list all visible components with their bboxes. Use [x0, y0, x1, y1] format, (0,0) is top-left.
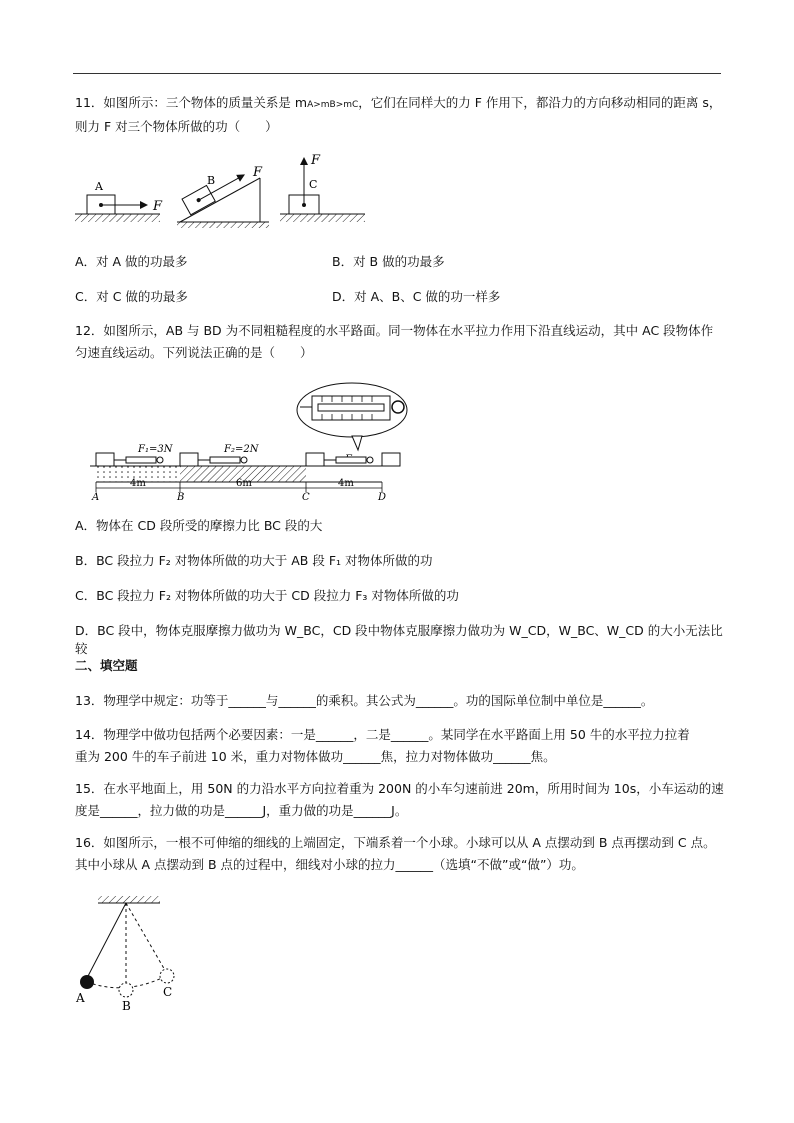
q12-block-a: [96, 453, 114, 466]
question-16: [75, 832, 725, 876]
q12-dist-cd: 4m: [338, 478, 354, 489]
ball-c: [160, 969, 174, 983]
q11-block-b: [177, 165, 269, 228]
header-rule: [73, 73, 721, 74]
q12-dist-ab: 4m: [130, 478, 146, 489]
q14-line2: 重为 200 牛的车子前进 10 米，重力对物体做功______焦，拉力对物体做功______焦。: [75, 749, 556, 764]
question-13: [75, 690, 725, 712]
q11-block-c: [280, 153, 365, 222]
q15-line2: 度是______，拉力做的功是______J，重力做的功是______J。: [75, 803, 408, 818]
q11-option-a[interactable]: A．对 A 做的功最多: [75, 254, 188, 269]
q11-block-a: [75, 180, 163, 222]
q12-option-c[interactable]: C．BC 段拉力 F₂ 对物体所做的功大于 CD 段拉力 F₃ 对物体所做的功: [75, 588, 459, 603]
q12-point-a: A: [92, 492, 100, 503]
q11-force-a: F: [153, 199, 163, 214]
q12-point-b: B: [177, 492, 185, 503]
q11-label-b: B: [207, 174, 216, 187]
q11-label-c: C: [309, 178, 318, 191]
question-12: [75, 320, 725, 364]
q11-figure: [75, 150, 375, 230]
q11-force-b: F: [253, 165, 263, 180]
q11-line2: 则力 F 对三个物体所做的功（ ）: [75, 119, 278, 134]
q11-force-c: F: [311, 153, 321, 168]
q11-line1-text: 11．如图所示：三个物体的质量关系是 m: [75, 95, 308, 110]
q11-mass-relation: A>mB>mC: [307, 100, 359, 110]
q11-option-b[interactable]: B．对 B 做的功最多: [332, 254, 445, 269]
spring-scale-callout: [297, 383, 407, 450]
q11-label-a: A: [95, 180, 103, 193]
ball-a: [80, 975, 94, 989]
q12-option-a[interactable]: A．物体在 CD 段所受的摩擦力比 BC 段的大: [75, 518, 323, 533]
q11-line1-rest: ，它们在同样大的力 F 作用下，都沿力的方向移动相同的距离 s，: [358, 95, 722, 110]
q12-block-b: [180, 453, 198, 466]
q12-figure: [90, 380, 420, 505]
q12-block-d: [382, 453, 400, 466]
question-11: [75, 92, 725, 138]
label-c: C: [163, 985, 173, 999]
string-a: [87, 903, 126, 978]
q15-line1: 15．在水平地面上，用 50N 的力沿水平方向拉着重为 200N 的小车匀速前进 20m，所用时间为 10s，小车运动的速: [75, 781, 724, 796]
q12-label-f2: F₂=2N: [224, 444, 259, 455]
q12-dist-bc: 6m: [236, 478, 252, 489]
q14-line1: 14．物理学中做功包括两个必要因素：一是______，二是______。某同学在水平路面上用 50 牛的水平拉力拉着: [75, 727, 690, 742]
q11-option-c[interactable]: C．对 C 做的功最多: [75, 289, 188, 304]
q12-point-c: C: [302, 492, 310, 503]
label-b: B: [122, 999, 131, 1012]
q12-line1: 12．如图所示，AB 与 BD 为不同粗糙程度的水平路面。同一物体在水平拉力作用下沿直线运动，其中 AC 段物体作: [75, 323, 714, 338]
q16-pendulum-figure: [70, 892, 190, 1012]
q12-option-b[interactable]: B．BC 段拉力 F₂ 对物体所做的功大于 AB 段 F₁ 对物体所做的功: [75, 553, 433, 568]
q12-line2: 匀速直线运动。下列说法正确的是（ ）: [75, 345, 313, 360]
q16-line2: 其中小球从 A 点摆动到 B 点的过程中，细线对小球的拉力______（选填“不做”或“做”）功。: [75, 857, 584, 872]
section-fill-in-title: 二、填空题: [75, 658, 138, 673]
q12-point-d: D: [378, 492, 387, 503]
ball-b: [119, 983, 133, 997]
label-a: A: [76, 991, 85, 1005]
q11-option-d[interactable]: D．对 A、B、C 做的功一样多: [332, 289, 501, 304]
q12-label-f1: F₁=3N: [138, 444, 173, 455]
question-14: [75, 724, 725, 768]
question-15: [75, 778, 725, 822]
q11-line1: [75, 92, 725, 116]
string-c: [126, 903, 166, 972]
q12-option-d[interactable]: D．BC 段中，物体克服摩擦力做功为 W_BC，CD 段中物体克服摩擦力做功为 W_CD，W_BC、W_CD 的大小无法比较: [75, 623, 723, 656]
ceiling: [98, 896, 160, 903]
q13-text: 13．物理学中规定：功等于______与______的乘积。其公式为______。功的国际单位制中单位是______。: [75, 693, 654, 708]
q16-line1: 16．如图所示，一根不可伸缩的细线的上端固定，下端系着一个小球。小球可以从 A 点摆动到 B 点再摆动到 C 点。: [75, 835, 716, 850]
q12-block-c: [306, 453, 324, 466]
